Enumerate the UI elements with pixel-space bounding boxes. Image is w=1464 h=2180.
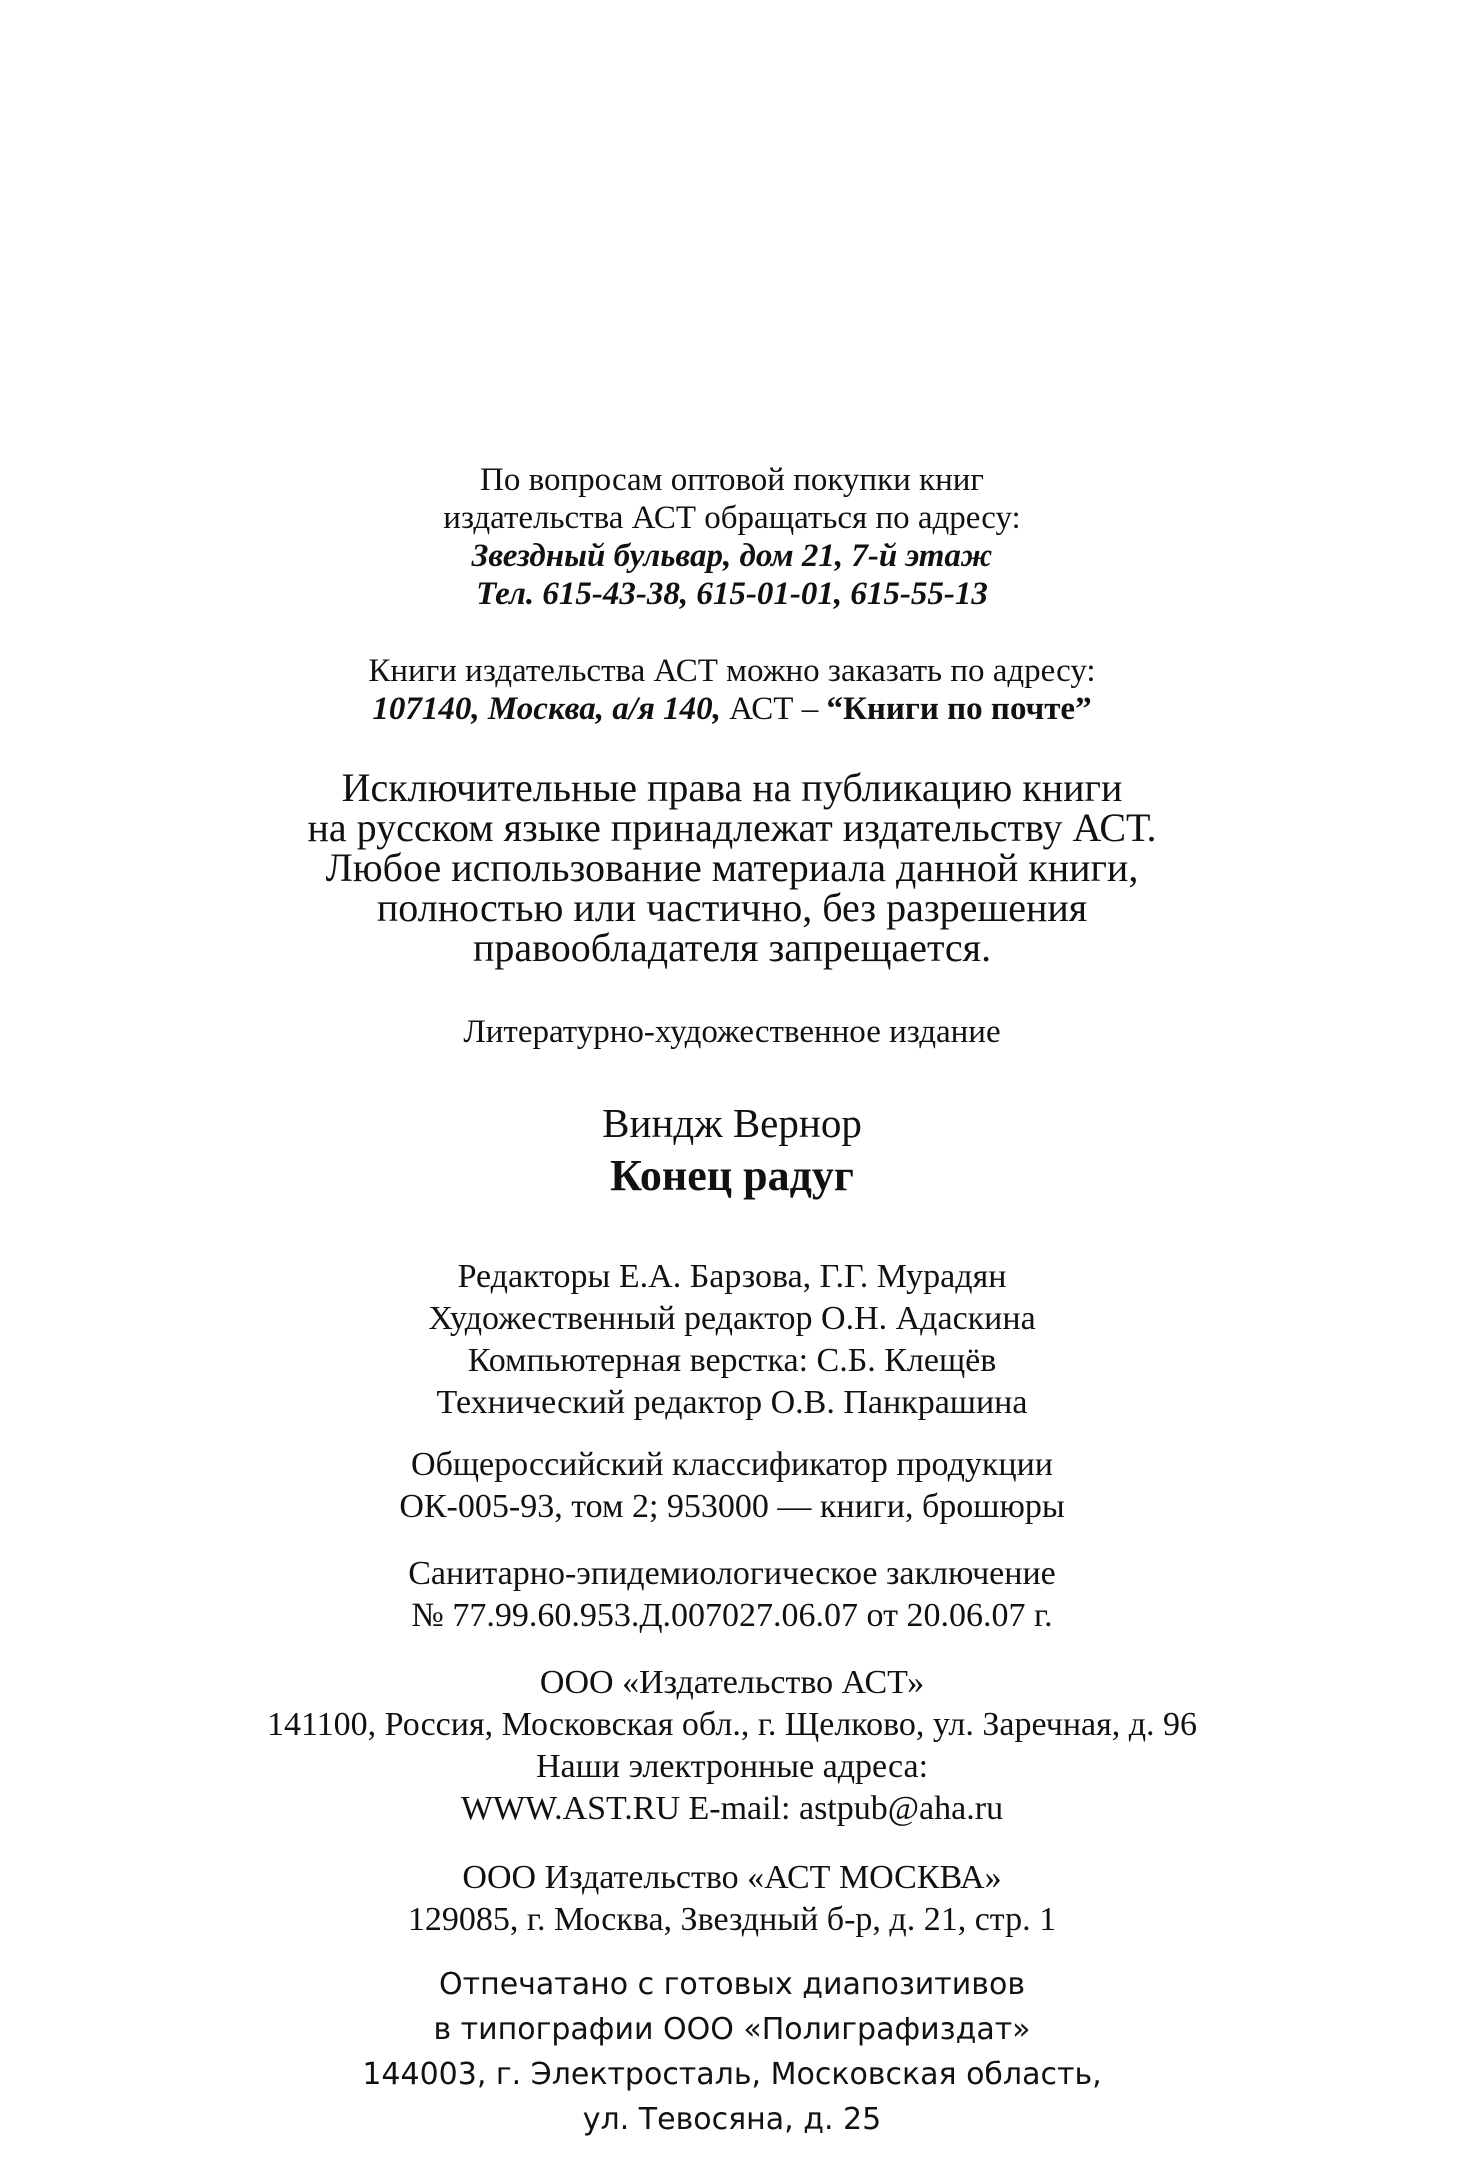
edition-type: Литературно-художественное издание	[463, 1014, 1001, 1050]
wholesale-phones: Тел. 615-43-38, 615-01-01, 615-55-13	[476, 576, 988, 612]
classifier-line-1: Общероссийский классификатор продукции	[411, 1446, 1053, 1483]
publisher-ast-web-heading: Наши электронные адреса:	[535, 1748, 929, 1785]
order-address: 107140, Москва, а/я 140,	[372, 691, 721, 727]
book-author: Виндж Вернор	[602, 1100, 862, 1146]
order-address-line	[0, 693, 1464, 726]
book-title: Конец радуг	[610, 1151, 854, 1200]
sanitary-line-2: № 77.99.60.953.Д.007027.06.07 от 20.06.07 г.	[411, 1597, 1053, 1634]
rights-line-3: Любое использование материала данной книги,	[325, 845, 1139, 890]
credits-tech-editor: Технический редактор О.В. Панкрашина	[436, 1384, 1028, 1421]
printer-line-2: в типографии ООО «Полиграфиздат»	[433, 2012, 1031, 2047]
order-publisher: АСТ –	[720, 691, 827, 727]
publisher-moscow-address: 129085, г. Москва, Звездный б-р, д. 21, стр. 1	[407, 1901, 1057, 1938]
credits-art-editor: Художественный редактор О.Н. Адаскина	[428, 1300, 1036, 1337]
classifier-line-2: ОК-005-93, том 2; 953000 — книги, брошюры	[399, 1488, 1065, 1525]
credits-layout: Компьютерная верстка: С.Б. Клещёв	[467, 1342, 997, 1379]
wholesale-line-2: издательства АСТ обращаться по адресу:	[443, 500, 1021, 536]
publisher-ast-name: ООО «Издательство АСТ»	[539, 1664, 925, 1701]
rights-line-5: правообладателя запрещается.	[472, 925, 992, 970]
printer-line-1: Отпечатано с готовых диапозитивов	[439, 1967, 1025, 2002]
rights-line-1: Исключительные права на публикацию книги	[341, 765, 1123, 810]
publisher-ast-web: WWW.AST.RU E-mail: astpub@aha.ru	[460, 1790, 1004, 1827]
order-line-1: Книги издательства АСТ можно заказать по адресу:	[368, 653, 1096, 689]
rights-line-2: на русском языке принадлежат издательству АСТ.	[307, 805, 1157, 850]
wholesale-line-1: По вопросам оптовой покупки книг	[480, 462, 984, 498]
rights-line-4: полностью или частично, без разрешения	[376, 885, 1088, 930]
publisher-moscow-name: ООО Издательство «АСТ МОСКВА»	[462, 1859, 1002, 1896]
sanitary-line-1: Санитарно-эпидемиологическое заключение	[408, 1555, 1056, 1592]
wholesale-address: Звездный бульвар, дом 21, 7-й этаж	[471, 538, 993, 574]
publisher-ast-address: 141100, Россия, Московская обл., г. Щелково, ул. Заречная, д. 96	[266, 1706, 1198, 1743]
printer-line-3: 144003, г. Электросталь, Московская область,	[362, 2057, 1102, 2092]
credits-editors: Редакторы Е.А. Барзова, Г.Г. Мурадян	[457, 1258, 1007, 1295]
printer-line-4: ул. Тевосяна, д. 25	[582, 2102, 882, 2137]
order-service: “Книги по почте”	[826, 691, 1092, 727]
